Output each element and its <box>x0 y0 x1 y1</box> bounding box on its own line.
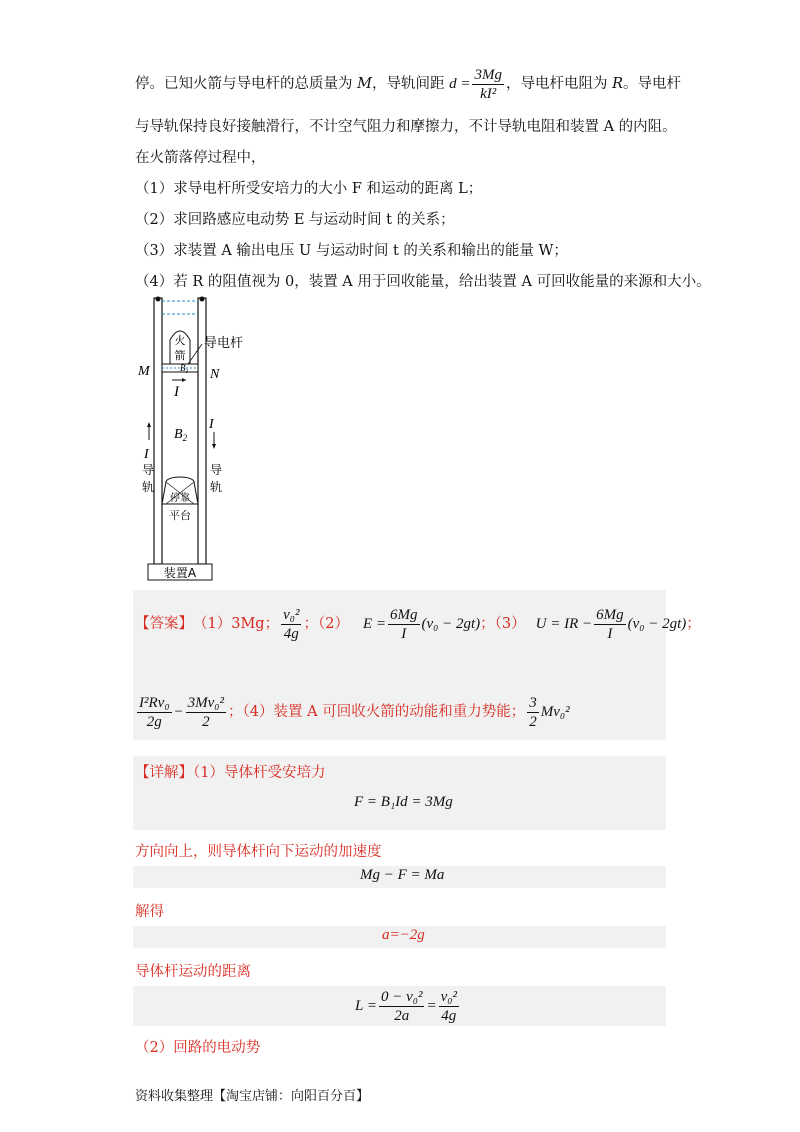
rest: Mv₀² <box>540 703 570 720</box>
answer-line-2 <box>135 692 570 732</box>
d-fraction <box>472 66 504 103</box>
detail-tag: 【详解】 <box>135 765 193 781</box>
equation-1: F = B₁Id = 3Mg <box>354 794 453 810</box>
answer-line-1 <box>135 604 701 644</box>
var-R: R <box>612 75 623 92</box>
numerator: 6Mg <box>390 606 418 623</box>
platform-label-2: 平台 <box>169 509 191 522</box>
rail-right-char-1: 导 <box>210 463 223 477</box>
left-rail-cap <box>156 297 161 302</box>
numerator: 3 <box>529 694 537 711</box>
rail-diagram <box>130 292 270 582</box>
device-A-label: 装置A <box>163 566 197 580</box>
label-M: M <box>138 364 150 379</box>
numerator: I²Rv₀ <box>139 694 170 711</box>
denominator: 2a <box>394 1007 410 1024</box>
label-B2: $B_2$ <box>174 427 188 443</box>
denominator: 2g <box>146 713 162 730</box>
rail-left-char-1: 导 <box>142 463 155 477</box>
var-M: M <box>357 75 372 92</box>
fraction <box>439 988 459 1025</box>
sep: ；（2） <box>303 616 349 632</box>
numerator: 3Mg <box>474 67 502 83</box>
rod-label: 导电杆 <box>204 336 244 351</box>
numerator: v₀² <box>440 988 457 1005</box>
detail-step-2: 方向向上，则导体杆向下运动的加速度 <box>135 844 382 860</box>
denominator: 4g <box>441 1007 457 1024</box>
detail-step-1: （1）导体杆受安培力 <box>193 765 326 781</box>
detail-step-5: （2）回路的电动势 <box>135 1040 261 1056</box>
label-N: N <box>210 367 220 382</box>
answer-part-4: ；（4）装置 A 可回收火箭的动能和重力势能； <box>228 704 526 720</box>
fraction <box>137 694 172 731</box>
right-I: I <box>209 417 214 432</box>
problem-line-3: 在火箭落停过程中， <box>135 150 266 166</box>
right-rail-cap <box>200 297 205 302</box>
current-arrow-head <box>182 378 186 382</box>
detail-step-4: 导体杆运动的距离 <box>135 964 251 980</box>
answer-tag: 【答案】 <box>135 616 193 632</box>
d-lhs: d = <box>449 75 471 92</box>
text: ，导电杆电阻为 <box>505 75 613 92</box>
text: 。导电杆 <box>622 75 681 92</box>
d-formula <box>449 67 506 102</box>
answer-4-formula <box>525 694 569 731</box>
denominator: 2 <box>529 713 537 730</box>
lhs: E = <box>362 615 386 632</box>
rest: (v₀ − 2gt) <box>421 615 481 632</box>
answer-3-formula <box>536 606 687 643</box>
denominator: 2 <box>202 713 210 730</box>
numerator: v₀² <box>283 606 300 623</box>
denominator: I <box>607 625 613 642</box>
detail-step-3: 解得 <box>135 904 164 920</box>
fraction <box>527 694 539 731</box>
question-2: （2）求回路感应电动势 E 与运动时间 t 的关系； <box>135 212 455 228</box>
answer-3-energy <box>135 694 228 731</box>
text: 停。已知火箭与导电杆的总质量为 <box>135 75 358 92</box>
right-current-head <box>212 444 216 449</box>
denominator: I <box>401 625 407 642</box>
question-3: （3）求装置 A 输出电压 U 与运动时间 t 的关系和输出的能量 W； <box>135 243 568 259</box>
minus: − <box>173 703 184 720</box>
question-1: （1）求导电杆所受安培力的大小 F 和运动的距离 L； <box>135 181 483 197</box>
problem-line-1 <box>135 66 681 103</box>
numerator: 0 − v₀² <box>380 988 423 1005</box>
fraction <box>281 606 301 643</box>
numerator: 3Mv₀² <box>187 694 225 711</box>
fraction <box>594 606 626 643</box>
equation-3: a=−2g <box>382 927 425 943</box>
question-4: （4）若 R 的阻值视为 0，装置 A 用于回收能量，给出装置 A 可回收能量的来源和大小。 <box>135 274 711 290</box>
fraction <box>379 988 425 1025</box>
sep: ；（3） <box>480 616 526 632</box>
equation-4 <box>355 986 461 1026</box>
fraction <box>388 606 420 643</box>
label-I-rod: I <box>174 384 179 400</box>
equation-2: Mg − F = Ma <box>360 867 445 883</box>
rocket-char-2: 箭 <box>174 349 186 362</box>
detail-line-1 <box>135 763 325 783</box>
left-I: I <box>144 447 149 462</box>
text: ，导轨间距 <box>371 75 450 92</box>
left-current-head <box>147 422 151 427</box>
fraction <box>186 694 226 731</box>
rocket-char-1: 火 <box>174 334 186 347</box>
answer-1-formula <box>279 606 303 643</box>
rest: (v₀ − 2gt) <box>627 615 687 632</box>
numerator: 6Mg <box>596 606 624 623</box>
answer-2-formula <box>363 606 480 643</box>
label-B1: $B_1$ <box>180 363 189 375</box>
denominator: 4g <box>283 625 299 642</box>
footer: 资料收集整理【淘宝店铺：向阳百分百】 <box>135 1089 370 1104</box>
problem-line-2: 与导轨保持良好接触滑行，不计空气阻力和摩擦力，不计导轨电阻和装置 A 的内阻。 <box>135 119 677 135</box>
equals: = <box>426 997 437 1014</box>
platform-label-1: 停靠 <box>170 493 190 504</box>
sep: ； <box>686 616 701 632</box>
rail-left-char-2: 轨 <box>142 480 155 494</box>
lhs: L = <box>355 997 377 1014</box>
answer-part-1: （1）3Mg； <box>193 616 280 632</box>
lhs: U = IR − <box>535 615 593 632</box>
left-rail <box>154 298 162 564</box>
denominator: kI² <box>480 86 497 102</box>
rail-right-char-2: 轨 <box>210 480 223 494</box>
